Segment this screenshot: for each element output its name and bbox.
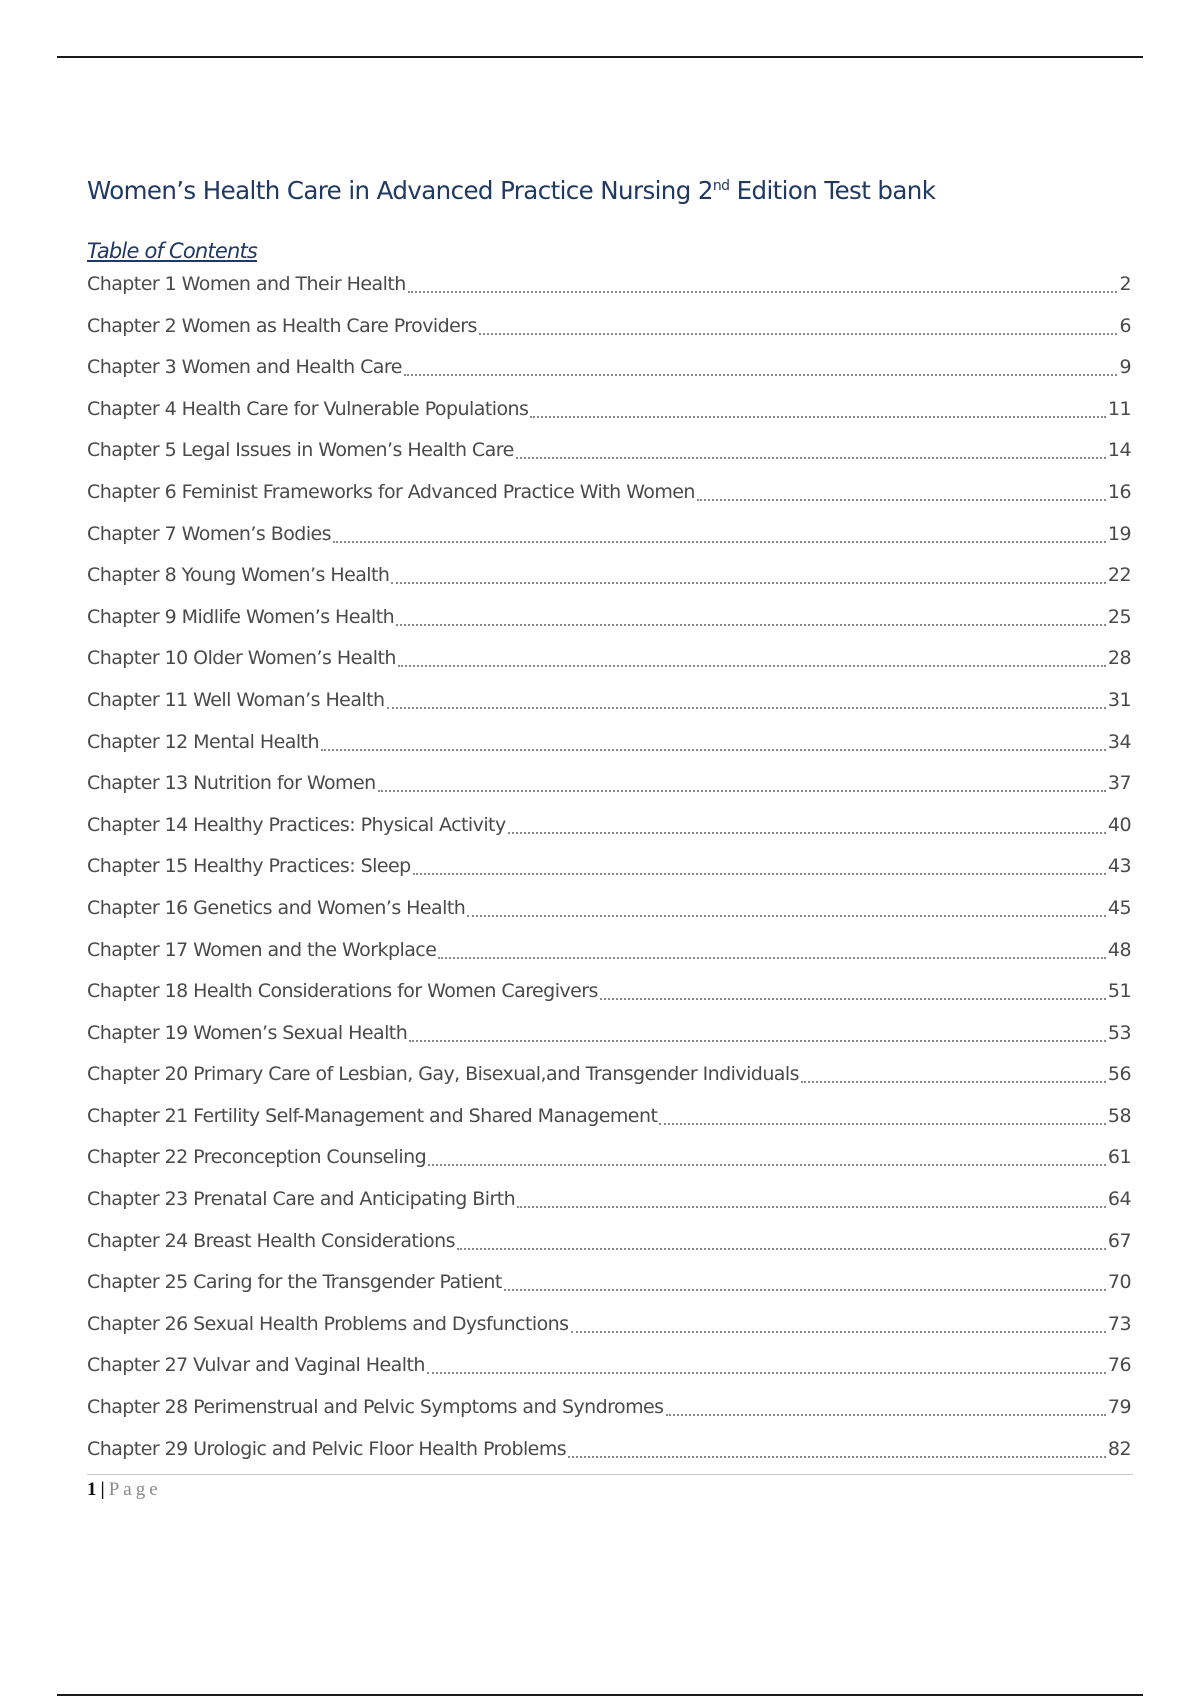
- toc-dot-leader: [404, 353, 1118, 376]
- toc-dot-leader: [398, 644, 1106, 667]
- toc-dot-leader: [428, 1143, 1106, 1166]
- toc-entry-page[interactable]: 70: [1107, 1271, 1131, 1294]
- toc-dot-leader: [378, 769, 1106, 792]
- toc-entry-page[interactable]: 61: [1107, 1146, 1131, 1169]
- toc-entry-title[interactable]: Chapter 8 Young Women’s Health: [87, 564, 390, 587]
- toc-entry[interactable]: [87, 1060, 1131, 1102]
- toc-dot-leader: [530, 395, 1106, 418]
- toc-entry[interactable]: [87, 436, 1131, 478]
- toc-dot-leader: [391, 561, 1105, 584]
- toc-entry[interactable]: [87, 561, 1131, 603]
- toc-entry[interactable]: [87, 520, 1131, 562]
- toc-entry[interactable]: [87, 1102, 1131, 1144]
- toc-entry[interactable]: [87, 603, 1131, 645]
- title-main: Women’s Health Care in Advanced Practice Nursing 2: [87, 176, 713, 205]
- toc-entry[interactable]: [87, 811, 1131, 853]
- bottom-border-line: [57, 1694, 1143, 1696]
- toc-entry-title[interactable]: Chapter 13 Nutrition for Women: [87, 772, 376, 795]
- toc-entry-page[interactable]: 37: [1107, 772, 1131, 795]
- toc-entry[interactable]: [87, 686, 1131, 728]
- toc-entry-title[interactable]: Chapter 11 Well Woman’s Health: [87, 688, 385, 711]
- toc-entry-title[interactable]: Chapter 5 Legal Issues in Women’s Health Care: [87, 439, 514, 462]
- toc-entry-title[interactable]: Chapter 9 Midlife Women’s Health: [87, 605, 395, 628]
- toc-entry[interactable]: [87, 769, 1131, 811]
- toc-dot-leader: [659, 1102, 1106, 1125]
- toc-dot-leader: [438, 936, 1106, 959]
- toc-dot-leader: [600, 977, 1106, 1000]
- top-border-line: [57, 56, 1143, 58]
- toc-entry[interactable]: [87, 353, 1131, 395]
- toc-entry-page[interactable]: 11: [1107, 397, 1131, 420]
- toc-entry[interactable]: [87, 1143, 1131, 1185]
- toc-dot-leader: [516, 436, 1106, 459]
- toc-dot-leader: [457, 1227, 1106, 1250]
- toc-entry-title[interactable]: Chapter 29 Urologic and Pelvic Floor Health Problems: [87, 1437, 567, 1460]
- title-rest: Edition Test bank: [729, 176, 936, 205]
- toc-entry-page[interactable]: 73: [1107, 1312, 1131, 1335]
- toc-entry[interactable]: [87, 977, 1131, 1019]
- toc-entry-title[interactable]: Chapter 15 Healthy Practices: Sleep: [87, 855, 411, 878]
- toc-entry[interactable]: [87, 312, 1131, 354]
- toc-entry[interactable]: [87, 1019, 1131, 1061]
- page-separator: |: [100, 1479, 105, 1500]
- document-title: [87, 176, 935, 205]
- toc-entry-page[interactable]: 2: [1119, 273, 1131, 295]
- toc-entry-title[interactable]: Chapter 22 Preconception Counseling: [87, 1146, 427, 1169]
- toc-entry[interactable]: [87, 1268, 1131, 1310]
- toc-entry-page[interactable]: 19: [1107, 522, 1131, 545]
- toc-entry[interactable]: [87, 852, 1131, 894]
- toc-entry-page[interactable]: 43: [1107, 855, 1131, 878]
- toc-dot-leader: [801, 1060, 1106, 1083]
- toc-entry-title[interactable]: Chapter 16 Genetics and Women’s Health: [87, 896, 466, 919]
- toc-dot-leader: [413, 852, 1106, 875]
- toc-entry[interactable]: [87, 1227, 1131, 1269]
- toc-entry-page[interactable]: 22: [1107, 564, 1131, 587]
- toc-entry-title[interactable]: Chapter 21 Fertility Self-Management and Shared Management: [87, 1104, 658, 1127]
- toc-dot-leader: [517, 1185, 1106, 1208]
- toc-entry-title[interactable]: Chapter 14 Healthy Practices: Physical Activity: [87, 813, 506, 836]
- toc-dot-leader: [568, 1435, 1106, 1458]
- toc-entry-page[interactable]: 76: [1107, 1354, 1131, 1377]
- toc-entry[interactable]: [87, 1435, 1131, 1477]
- toc-entry-page[interactable]: 67: [1107, 1229, 1131, 1252]
- toc-dot-leader: [666, 1393, 1106, 1416]
- toc-entry-title[interactable]: Chapter 20 Primary Care of Lesbian, Gay, Bisexual,and Transgender Individuals: [87, 1063, 799, 1086]
- page-label: Page: [108, 1479, 162, 1500]
- toc-dot-leader: [697, 478, 1106, 501]
- toc-entry-title[interactable]: Chapter 25 Caring for the Transgender Patient: [87, 1271, 502, 1294]
- toc-heading: Table of Contents: [87, 239, 258, 263]
- toc-dot-leader: [333, 520, 1106, 543]
- page-number: 1: [87, 1479, 97, 1500]
- toc-entry-title[interactable]: Chapter 10 Older Women’s Health: [87, 647, 396, 670]
- toc-entry[interactable]: [87, 644, 1131, 686]
- toc-entry-title[interactable]: Chapter 28 Perimenstrual and Pelvic Symptoms and Syndromes: [87, 1396, 664, 1419]
- toc-dot-leader: [508, 811, 1106, 834]
- toc-entry-page[interactable]: 6: [1119, 314, 1131, 337]
- toc-entry[interactable]: [87, 1310, 1131, 1352]
- table-of-contents: [87, 270, 1131, 1476]
- toc-entry-page[interactable]: 56: [1107, 1063, 1131, 1086]
- toc-entry-page[interactable]: 79: [1107, 1396, 1131, 1419]
- toc-entry-title[interactable]: Chapter 12 Mental Health: [87, 730, 319, 753]
- toc-entry-page[interactable]: 53: [1107, 1021, 1131, 1044]
- toc-entry-page[interactable]: 45: [1107, 896, 1131, 919]
- toc-entry-title[interactable]: Chapter 4 Health Care for Vulnerable Populations: [87, 397, 529, 420]
- toc-dot-leader: [387, 686, 1106, 709]
- toc-dot-leader: [396, 603, 1106, 626]
- toc-entry-page[interactable]: 14: [1107, 439, 1131, 462]
- toc-entry[interactable]: [87, 894, 1131, 936]
- toc-entry-page[interactable]: 34: [1107, 730, 1131, 753]
- toc-entry-page[interactable]: 25: [1107, 605, 1131, 628]
- toc-entry[interactable]: [87, 1185, 1131, 1227]
- toc-dot-leader: [427, 1351, 1106, 1374]
- toc-dot-leader: [571, 1310, 1106, 1333]
- toc-entry-page[interactable]: 51: [1107, 980, 1131, 1003]
- toc-entry-title[interactable]: Chapter 19 Women’s Sexual Health: [87, 1021, 408, 1044]
- toc-entry[interactable]: [87, 936, 1131, 978]
- toc-entry-title[interactable]: Chapter 6 Feminist Frameworks for Advanced Practice With Women: [87, 480, 695, 503]
- toc-entry-title[interactable]: Chapter 18 Health Considerations for Women Caregivers: [87, 980, 598, 1003]
- toc-entry-title[interactable]: Chapter 7 Women’s Bodies: [87, 522, 332, 545]
- toc-dot-leader: [467, 894, 1106, 917]
- toc-entry[interactable]: [87, 270, 1131, 312]
- toc-entry[interactable]: [87, 395, 1131, 437]
- toc-entry-title[interactable]: Chapter 1 Women and Their Health: [87, 273, 406, 295]
- toc-entry-page[interactable]: 40: [1107, 813, 1131, 836]
- toc-entry[interactable]: [87, 1393, 1131, 1435]
- toc-entry-page[interactable]: 82: [1107, 1437, 1131, 1460]
- toc-entry-title[interactable]: Chapter 27 Vulvar and Vaginal Health: [87, 1354, 425, 1377]
- toc-dot-leader: [479, 312, 1118, 335]
- page-footer: [87, 1479, 162, 1501]
- toc-dot-leader: [504, 1268, 1106, 1291]
- toc-entry-title[interactable]: Chapter 26 Sexual Health Problems and Dysfunctions: [87, 1312, 569, 1335]
- toc-entry[interactable]: [87, 1351, 1131, 1393]
- toc-dot-leader: [409, 1019, 1106, 1042]
- toc-entry-page[interactable]: 64: [1107, 1188, 1131, 1211]
- toc-entry-page[interactable]: 28: [1107, 647, 1131, 670]
- title-superscript: nd: [712, 178, 730, 194]
- footer-divider: [87, 1474, 1133, 1475]
- toc-entry-title[interactable]: Chapter 24 Breast Health Considerations: [87, 1229, 455, 1252]
- toc-entry-page[interactable]: 48: [1107, 938, 1131, 961]
- toc-entry[interactable]: [87, 728, 1131, 770]
- toc-entry-page[interactable]: 31: [1107, 688, 1131, 711]
- toc-entry[interactable]: [87, 478, 1131, 520]
- toc-entry-page[interactable]: 58: [1107, 1104, 1131, 1127]
- toc-entry-title[interactable]: Chapter 17 Women and the Workplace: [87, 938, 437, 961]
- toc-entry-page[interactable]: 9: [1119, 356, 1131, 379]
- toc-dot-leader: [321, 728, 1106, 751]
- toc-entry-title[interactable]: Chapter 2 Women as Health Care Providers: [87, 314, 477, 337]
- toc-entry-title[interactable]: Chapter 23 Prenatal Care and Anticipating Birth: [87, 1188, 516, 1211]
- toc-entry-title[interactable]: Chapter 3 Women and Health Care: [87, 356, 402, 379]
- toc-dot-leader: [408, 270, 1118, 293]
- toc-entry-page[interactable]: 16: [1107, 480, 1131, 503]
